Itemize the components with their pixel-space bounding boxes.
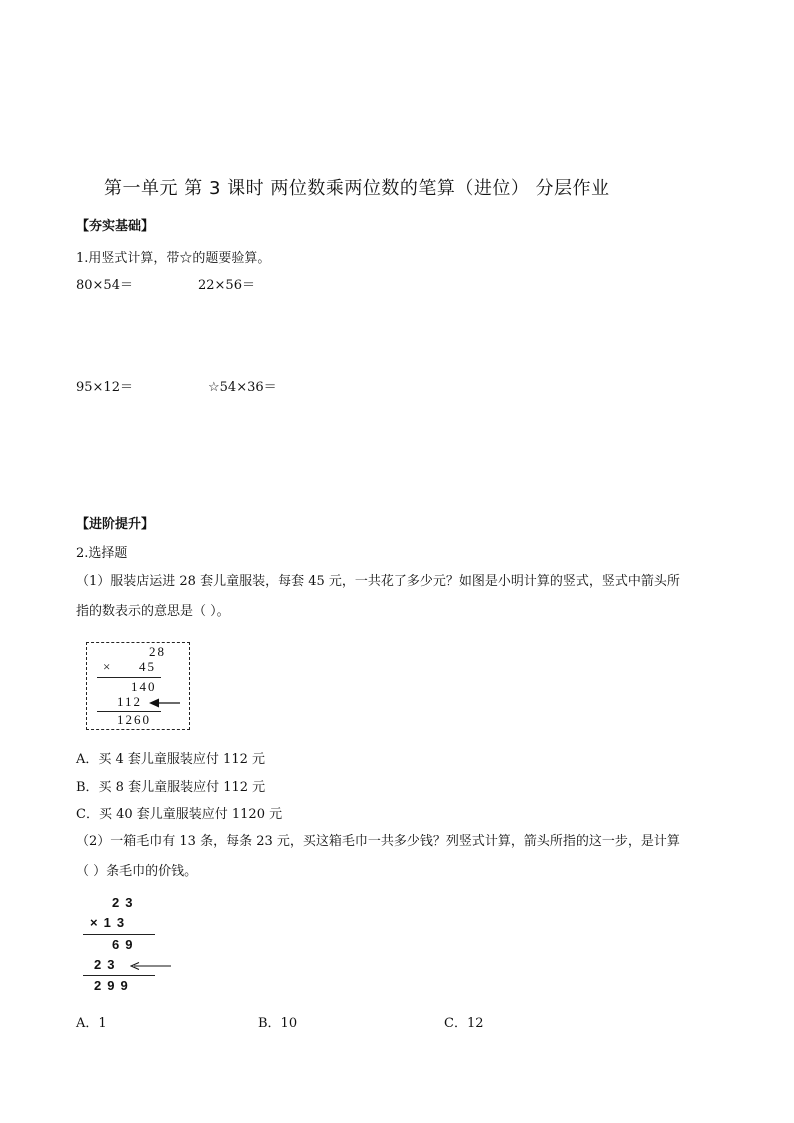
multiply-sign: × (103, 659, 113, 674)
question-1-prompt: 1.用竖式计算，带☆的题要验算。 (76, 251, 271, 266)
question-2-heading: 2.选择题 (76, 546, 128, 561)
partial-product: 23 (94, 957, 121, 972)
calc-item: 80×54＝ (76, 278, 133, 293)
partial-product: 140 (131, 679, 157, 694)
calc-item: ☆54×36＝ (208, 380, 277, 395)
divider-line (97, 677, 161, 678)
multiplicand: 23 (112, 895, 139, 910)
option: B．10 (258, 1016, 298, 1031)
partial-product: 69 (112, 937, 139, 952)
option: A．1 (76, 1016, 107, 1031)
vertical-multiplication-figure (86, 642, 190, 730)
multiplier: 45 (139, 659, 156, 674)
option: A．买 4 套儿童服装应付 112 元 (76, 752, 266, 767)
sub-question-2-text: （ ）条毛巾的价钱。 (76, 864, 198, 879)
section-advanced-heading: 【进阶提升】 (76, 517, 155, 532)
multiplicand: 28 (149, 644, 166, 659)
option: C．买 40 套儿童服装应付 1120 元 (76, 807, 283, 822)
divider-line (83, 934, 155, 935)
page-title: 第一单元 第 3 课时 两位数乘两位数的笔算（进位） 分层作业 (104, 178, 610, 199)
option: C．12 (444, 1016, 484, 1031)
sub-question-1-text: （1）服装店运进 28 套儿童服装，每套 45 元，一共花了多少元？如图是小明计算的竖式，竖式中箭头所 (76, 574, 680, 589)
sub-question-1-text: 指的数表示的意思是（ ）。 (76, 604, 230, 619)
calc-item: 95×12＝ (76, 380, 133, 395)
option: B．买 8 套儿童服装应付 112 元 (76, 780, 266, 795)
calc-item: 22×56＝ (198, 278, 255, 293)
result: 299 (94, 978, 134, 993)
sub-question-2-text: （2）一箱毛巾有 13 条，每条 23 元，买这箱毛巾一共多少钱？列竖式计算，箭头所指的这一步，是计算 (76, 834, 680, 849)
section-basic-heading: 【夯实基础】 (76, 219, 155, 234)
multiplier: ×13 (90, 915, 131, 930)
vertical-multiplication-figure (80, 893, 180, 993)
partial-product: 112 (117, 694, 143, 709)
arrow-left-icon (130, 960, 172, 972)
arrow-left-icon (149, 697, 181, 709)
divider-line (83, 975, 155, 976)
result: 1260 (117, 712, 151, 727)
